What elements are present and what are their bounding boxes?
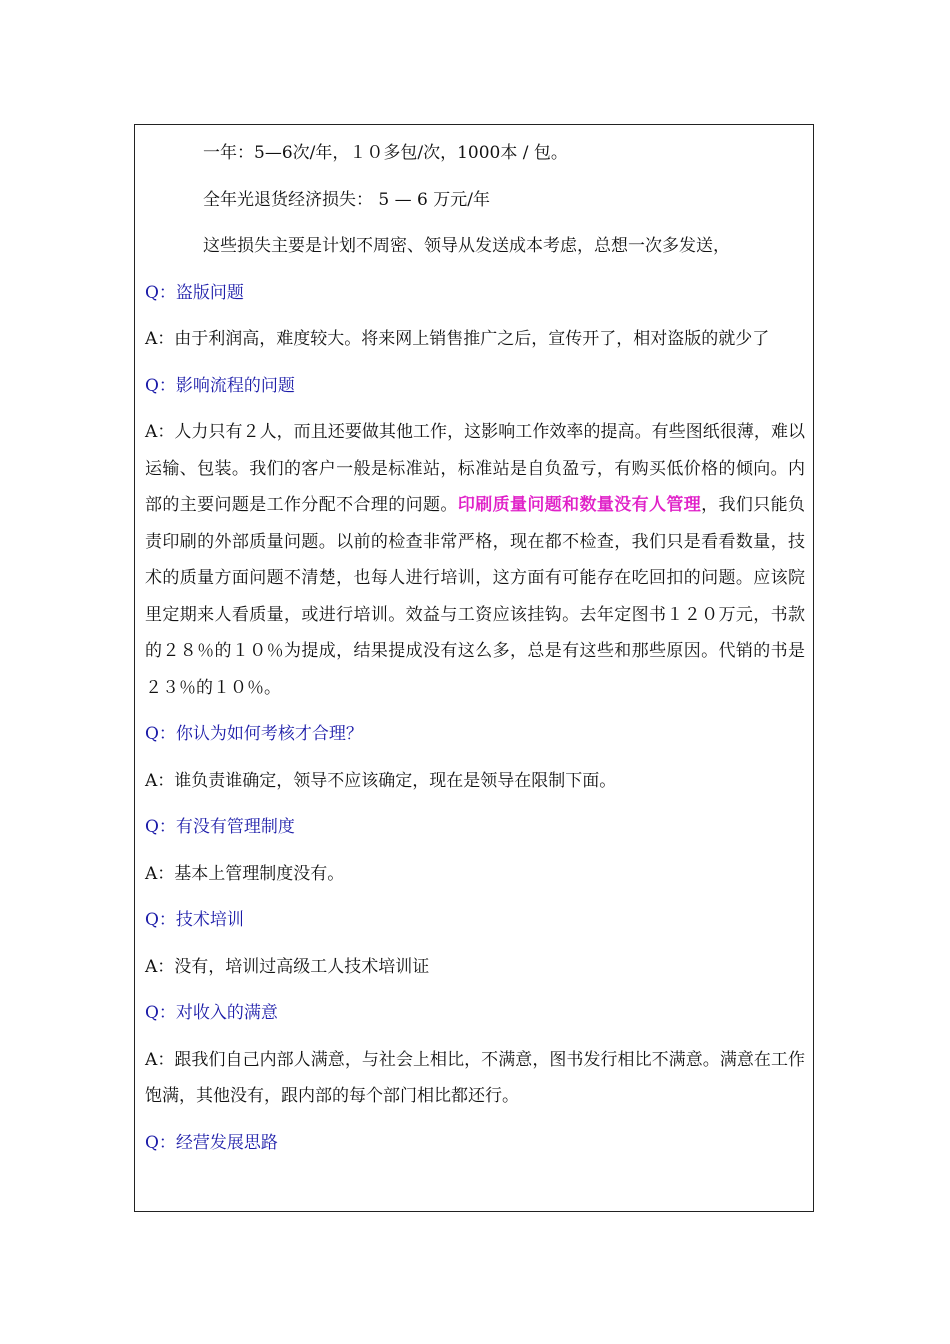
- interview-record-box: [134, 124, 814, 1212]
- intro-line-reason: 这些损失主要是计划不周密、领导从发送成本考虑，总想一次多发送，: [203, 236, 730, 256]
- answer-income-satisfaction: A：跟我们自己内部人满意，与社会上相比，不满意，图书发行相比不满意。满意在工作饱满，其他没有，跟内部的每个部门相比都还行。: [145, 1049, 805, 1106]
- question-income-satisfaction: Q：对收入的满意: [145, 1003, 278, 1023]
- answer-technical-training: A：没有，培训过高级工人技术培训证: [145, 956, 430, 977]
- question-business-development: Q：经营发展思路: [145, 1132, 278, 1153]
- answer-process-text-before: A：人力只有２人，而且还要做其他工作，这影响工作效率的提高。有些图纸很薄，难以运输、包装。我们的客户一般是标准站，标准站是自负盈亏，有购买低价格的倾向。内部的主要问题是工作分配不合理的问题。: [145, 422, 805, 515]
- question-assessment: Q：你认为如何考核才合理？: [145, 724, 363, 744]
- answer-management-system: A：基本上管理制度没有。: [145, 863, 345, 884]
- intro-line-loss: 全年光退货经济损失： 5 — 6 万元/年: [203, 189, 490, 210]
- question-technical-training: Q：技术培训: [145, 910, 244, 930]
- answer-process-text-after: ，我们只能负责印刷的外部质量问题。以前的检查非常严格，现在都不检查，我们只是看看数量，技术的质量方面问题不清楚，也每人进行培训，这方面有可能存在吃回扣的问题。应该院里定期来人看质量，或进行培训。效益与工资应该挂钩。去年定图书１２０万元，书款的２８％的１０％为提成，结果提成没有这么多，总是有这些和那些原因。代销的书是２３％的１０％。: [145, 495, 806, 698]
- question-management-system: Q：有没有管理制度: [145, 817, 295, 837]
- answer-process-issues: [145, 414, 805, 706]
- answer-assessment: A：谁负责谁确定，领导不应该确定，现在是领导在限制下面。: [145, 770, 617, 791]
- question-process-issues: Q：影响流程的问题: [145, 375, 295, 396]
- intro-line-frequency: 一年：5—6次/年，１０多包/次，1000本 / 包。: [203, 143, 568, 163]
- answer-piracy: A：由于利润高，难度较大。将来网上销售推广之后，宣传开了，相对盗版的就少了: [145, 329, 770, 349]
- answer-process-highlight: 印刷质量问题和数量没有人管理: [457, 495, 702, 515]
- question-piracy: Q：盗版问题: [145, 282, 244, 303]
